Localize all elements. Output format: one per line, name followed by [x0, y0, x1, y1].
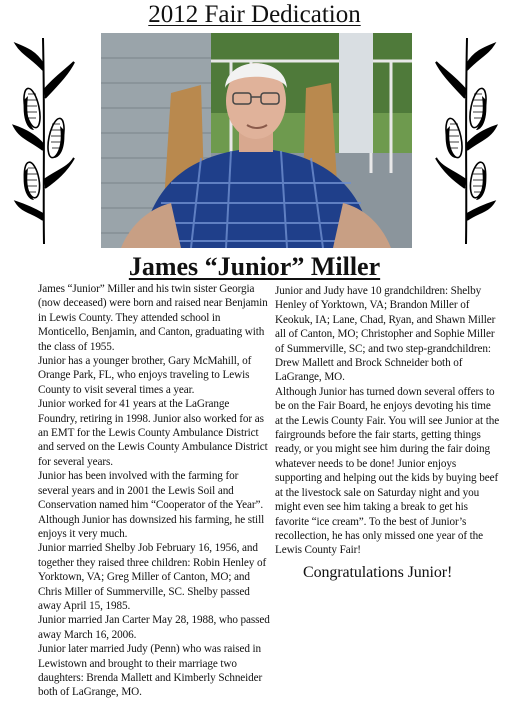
paragraph: Junior and Judy have 10 grandchildren: Shelby Henley of Yorktown, VA; Brandon Miller of Keokuk, IA; Lane, Chad, Ryan, and Shawn Miller all of Canton, MO; Christopher and Sophie Miller of Summerville, SC; and two step-grandchildren: Drew Mallett and Brock Schneider both of LaGrange, MO.	[275, 285, 496, 384]
paragraph: Junior has a younger brother, Gary McMahill, of Orange Park, FL, who enjoys traveling to Lewis County to visit several times a year.	[38, 355, 252, 396]
article-left-column	[38, 282, 270, 700]
paragraph: Junior married Shelby Job February 16, 1956, and together they raised three children: Robin Henley of Yorktown, VA; Greg Miller of Canton, MO; and Chris Miller of Summerville, SC. Shelby passed away April 15, 1985.	[38, 542, 267, 612]
paragraph: Junior worked for 41 years at the LaGrange Foundry, retiring in 1998. Junior also worked for as an EMT for the Lewis County Ambulance District and served on the Lewis County Ambulance District for several years.	[38, 398, 268, 468]
paragraph: Junior later married Judy (Penn) who was raised in Lewistown and brought to their marriage two daughters: Brenda Mallett and Kimberly Schneider both of LaGrange, MO.	[38, 643, 263, 699]
paragraph: Junior has been involved with the farming for several years and in 2001 the Lewis Soil and Conservation named him “Cooperator of the Year”. Although Junior has downsized his farming, he still enjoys it very much.	[38, 470, 265, 540]
corn-stalk-icon	[434, 30, 498, 245]
congratulations-text: Congratulations Junior!	[303, 563, 453, 581]
honoree-photo	[101, 33, 412, 248]
honoree-name: James “Junior” Miller	[128, 252, 381, 281]
paragraph: Although Junior has turned down several offers to be on the Fair Board, he enjoys devoting his time at the Lewis County Fair. You will see Junior at the fairgrounds before the fair starts, getting things ready, or you might see him during the fair doing whatever needs to be done! Junior enjoys supporting and helping out the kids by buying beef at the livestock sale on Saturday night and you might even see him taking a break to get his favorite “ice cream”. To the best of Junior’s recollection, he has only missed one year of the Lewis County Fair!	[275, 385, 500, 557]
paragraph: James “Junior” Miller and his twin sister Georgia (now deceased) were born and raised near Benjamin in Lewis County. They attended school in Monticello, Benjamin, and Canton, graduating with the class of 1955.	[38, 283, 268, 353]
article-right-column	[275, 284, 501, 583]
paragraph: Junior married Jan Carter May 28, 1988, who passed away March 16, 2006.	[38, 614, 270, 641]
corn-stalk-icon	[12, 30, 76, 245]
page-title: 2012 Fair Dedication	[148, 1, 361, 28]
